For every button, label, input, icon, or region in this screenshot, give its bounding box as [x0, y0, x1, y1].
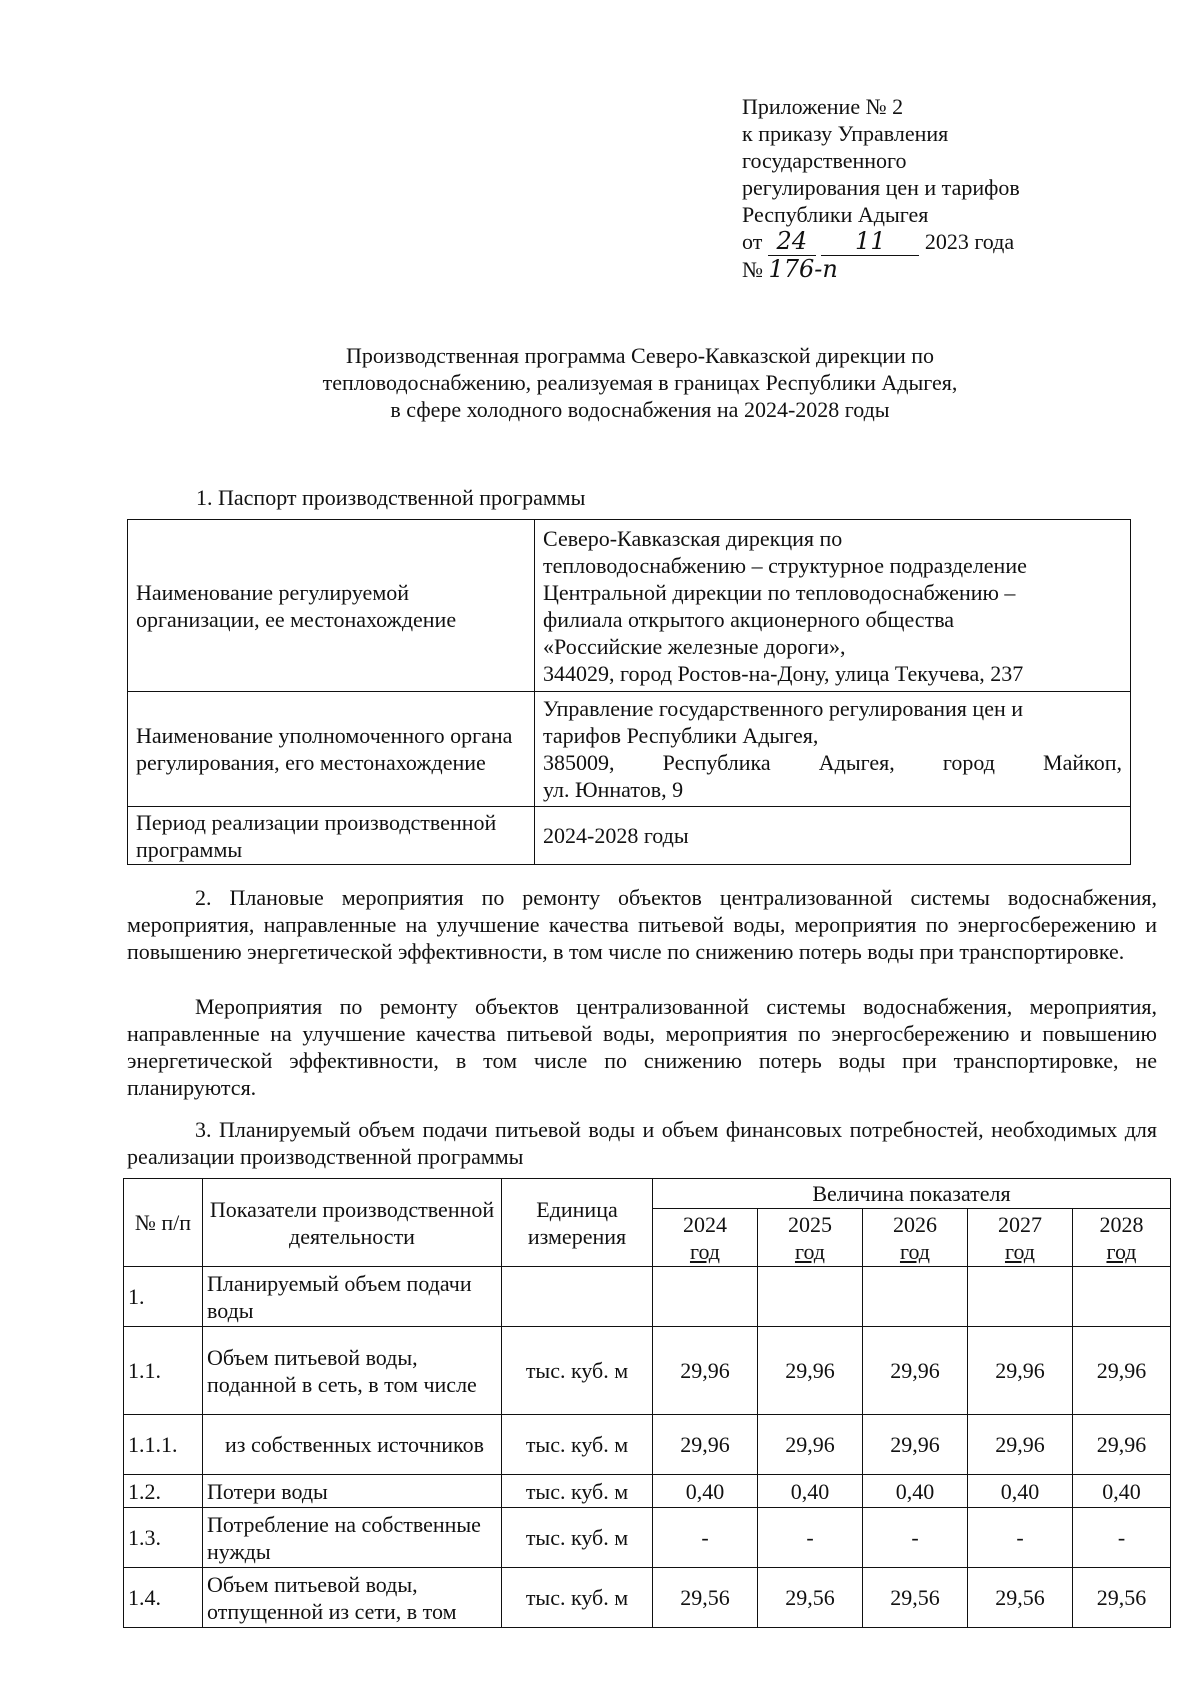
row-value: 29,56 — [1073, 1568, 1171, 1628]
row-unit: тыс. куб. м — [502, 1327, 653, 1415]
value-line: тарифов Республики Адыгея, — [543, 723, 819, 748]
row-unit — [502, 1267, 653, 1327]
program-title — [120, 342, 1160, 423]
row-name: Потребление на собственные нужды — [203, 1508, 502, 1568]
date-day: 24 — [768, 228, 816, 256]
year-header-2026 — [863, 1209, 968, 1267]
section1-heading: 1. Паспорт производственной программы — [196, 485, 586, 510]
year-suffix: год — [689, 1238, 721, 1264]
passport-row — [128, 692, 1131, 807]
row-value: 0,40 — [758, 1475, 863, 1508]
value-line: Управление государственного регулирования цен и — [543, 696, 1024, 721]
date-month: 11 — [821, 228, 919, 256]
row-value: 29,96 — [863, 1415, 968, 1475]
number-value: 176-п — [768, 255, 838, 283]
table-row — [124, 1475, 1171, 1508]
year-number: 2024 — [683, 1211, 727, 1237]
row-num: 1. — [124, 1267, 203, 1327]
row-unit: тыс. куб. м — [502, 1415, 653, 1475]
row-value: 29,96 — [758, 1327, 863, 1415]
date-prefix: от — [742, 229, 763, 254]
row-value: 29,56 — [863, 1568, 968, 1628]
passport-label: Наименование регулируемой организации, ее местонахождение — [128, 520, 535, 692]
table-row — [124, 1415, 1171, 1475]
title-line: в сфере холодного водоснабжения на 2024-2028 годы — [390, 397, 890, 422]
row-value: 29,96 — [863, 1327, 968, 1415]
value-line: 385009, Республика Адыгея, город Майкоп, — [543, 750, 1122, 775]
value-line: «Российские железные дороги», — [543, 633, 846, 659]
number-prefix: № — [742, 257, 763, 282]
row-value — [758, 1267, 863, 1327]
year-header-2024 — [653, 1209, 758, 1267]
passport-table — [127, 519, 1131, 865]
col-unit-header: Единица измерения — [502, 1179, 653, 1267]
section3-heading: 3. Планируемый объем подачи питьевой воды и объем финансовых потребностей, необходимых для реализации производственной программы — [127, 1117, 1157, 1169]
year-header-2027 — [968, 1209, 1073, 1267]
row-value — [863, 1267, 968, 1327]
row-num: 1.3. — [124, 1508, 203, 1568]
table-row — [124, 1267, 1171, 1327]
row-unit: тыс. куб. м — [502, 1508, 653, 1568]
appendix-line: к приказу Управления — [742, 121, 949, 146]
year-number: 2028 — [1099, 1211, 1144, 1237]
row-value: - — [758, 1508, 863, 1568]
title-line: тепловодоснабжению, реализуемая в границах Республики Адыгея, — [322, 370, 958, 395]
passport-value — [535, 692, 1131, 807]
passport-row — [128, 807, 1131, 865]
order-date — [742, 228, 1102, 256]
year-suffix: год — [899, 1238, 931, 1264]
section2-paragraph: Мероприятия по ремонту объектов централизованной системы водоснабжения, мероприятия, направленные на улучшение качества питьевой воды, мероприятия по энергосбережению и повышению энергетической эффективности, в том числе по снижению потерь воды при транспортировке, не планируются. — [127, 994, 1157, 1100]
date-year: 2023 года — [924, 229, 1015, 254]
col-indicator-header: Показатели производственной деятельности — [203, 1179, 502, 1267]
appendix-line: государственного — [742, 148, 907, 173]
row-unit: тыс. куб. м — [502, 1568, 653, 1628]
row-value: - — [968, 1508, 1073, 1568]
row-value: 0,40 — [863, 1475, 968, 1508]
year-suffix: год — [1106, 1238, 1137, 1264]
row-unit: тыс. куб. м — [502, 1475, 653, 1508]
table-row — [124, 1568, 1171, 1628]
value-line: 344029, город Ростов-на-Дону, улица Текучева, 237 — [543, 660, 1024, 686]
row-name: Объем питьевой воды, отпущенной из сети, в том — [203, 1568, 502, 1628]
appendix-block — [742, 93, 1102, 283]
row-value: 0,40 — [968, 1475, 1073, 1508]
year-number: 2027 — [998, 1211, 1042, 1237]
row-name: из собственных источников — [203, 1415, 502, 1475]
year-number: 2025 — [788, 1211, 832, 1237]
appendix-line: Приложение № 2 — [742, 94, 904, 119]
row-value: 29,96 — [1073, 1327, 1171, 1415]
table-row — [124, 1508, 1171, 1568]
order-number — [742, 256, 1102, 283]
value-line: ул. Юннатов, 9 — [543, 777, 684, 802]
row-value: 29,96 — [1073, 1415, 1171, 1475]
value-line: Северо-Кавказская дирекция по — [543, 525, 843, 551]
row-value: 29,96 — [653, 1415, 758, 1475]
row-num: 1.1. — [124, 1327, 203, 1415]
row-value — [653, 1267, 758, 1327]
passport-value: 2024-2028 годы — [535, 807, 1131, 865]
title-line: Производственная программа Северо-Кавказской дирекции по — [345, 343, 935, 368]
value-line: тепловодоснабжению – структурное подразделение — [543, 552, 1027, 578]
row-num: 1.1.1. — [124, 1415, 203, 1475]
year-header-2028 — [1073, 1209, 1171, 1267]
row-name: Объем питьевой воды, поданной в сеть, в том числе — [203, 1327, 502, 1415]
table-header-row — [124, 1179, 1171, 1209]
row-value — [968, 1267, 1073, 1327]
row-value: - — [1073, 1508, 1171, 1568]
passport-row — [128, 520, 1131, 692]
section2-paragraph: 2. Плановые мероприятия по ремонту объектов централизованной системы водоснабжения, мероприятия, направленные на улучшение качества питьевой воды, мероприятия по энергосбережению и повышению энергетической эффективности, в том числе по снижению потерь воды при транспортировке. — [127, 885, 1157, 964]
row-value: 29,96 — [968, 1415, 1073, 1475]
row-value: 29,56 — [653, 1568, 758, 1628]
year-suffix: год — [794, 1238, 826, 1264]
row-name: Планируемый объем подачи воды — [203, 1267, 502, 1327]
value-line: Центральной дирекции по тепловодоснабжению – — [543, 579, 1016, 605]
row-num: 1.4. — [124, 1568, 203, 1628]
passport-value — [535, 520, 1131, 692]
row-value: 29,56 — [968, 1568, 1073, 1628]
volume-table — [123, 1178, 1171, 1628]
value-line: филиала открытого акционерного общества — [543, 606, 955, 632]
year-header-2025 — [758, 1209, 863, 1267]
year-number: 2026 — [893, 1211, 937, 1237]
appendix-line: Республики Адыгея — [742, 202, 929, 227]
table-row — [124, 1327, 1171, 1415]
row-value: 29,96 — [758, 1415, 863, 1475]
col-num-header: № п/п — [124, 1179, 203, 1267]
row-value: 29,96 — [653, 1327, 758, 1415]
year-suffix: год — [1004, 1238, 1036, 1264]
row-value: - — [863, 1508, 968, 1568]
col-value-header: Величина показателя — [653, 1179, 1171, 1209]
row-value: 29,96 — [968, 1327, 1073, 1415]
passport-label: Наименование уполномоченного органа регулирования, его местонахождение — [128, 692, 535, 807]
appendix-line: регулирования цен и тарифов — [742, 175, 1020, 200]
row-value: - — [653, 1508, 758, 1568]
passport-label: Период реализации производственной программы — [128, 807, 535, 865]
row-value — [1073, 1267, 1171, 1327]
row-value: 0,40 — [653, 1475, 758, 1508]
row-num: 1.2. — [124, 1475, 203, 1508]
row-value: 0,40 — [1073, 1475, 1171, 1508]
row-name: Потери воды — [203, 1475, 502, 1508]
row-value: 29,56 — [758, 1568, 863, 1628]
